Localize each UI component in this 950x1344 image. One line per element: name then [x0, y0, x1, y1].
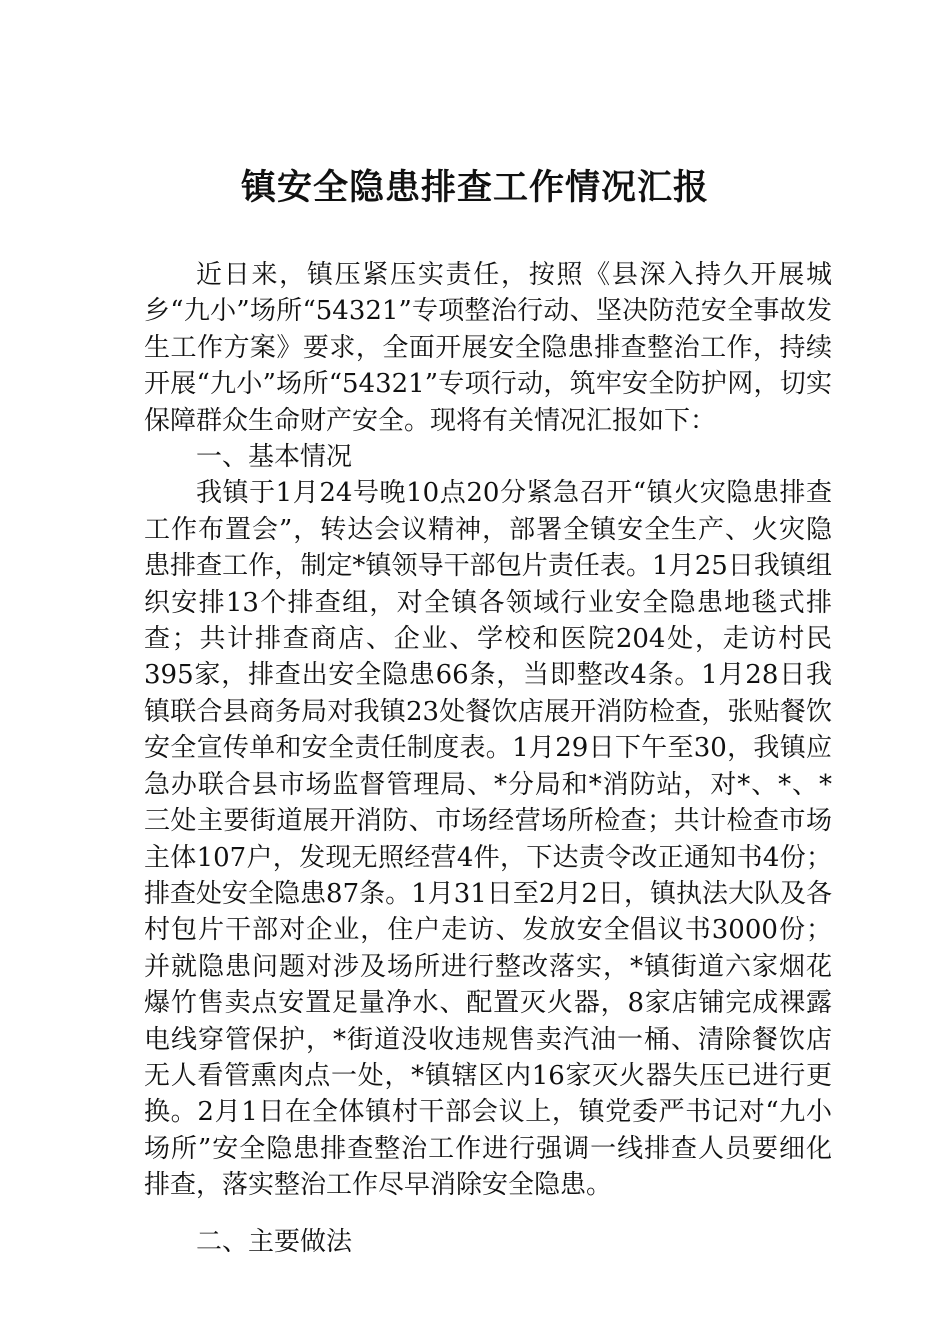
section-heading-basic-situation: 一、基本情况: [196, 442, 353, 473]
section-heading-main-practices: 二、主要做法: [196, 1226, 353, 1257]
document-body: [144, 257, 832, 1260]
document-title: 镇安全隐患排查工作情况汇报: [240, 167, 709, 208]
basic-situation-paragraph: 我镇于1月24号晚10点20分紧急召开“镇火灾隐患排查工作布置会”，转达会议精神，部署全镇安全生产、火灾隐患排查工作，制定*镇领导干部包片责任表。1月25日我镇组织安排13个排查组，对全镇各领域行业安全隐患地毯式排查；共计排查商店、企业、学校和医院204处，走访村民395家，排查出安全隐患66条，当即整改4条。1月28日我镇联合县商务局对我镇23处餐饮店展开消防检查，张贴餐饮安全宣传单和安全责任制度表。1月29日下午至30，我镇应急办联合县市场监督管理局、*分局和*消防站，对*、*、*三处主要街道展开消防、市场经营场所检查；共计检查市场主体107户，发现无照经营4件，下达责令改正通知书4份；排查处安全隐患87条。1月31日至2月2日，镇执法大队及各村包片干部对企业，住户走访、发放安全倡议书3000份；并就隐患问题对涉及场所进行整改落实，*镇街道六家烟花爆竹售卖点安置足量净水、配置灭火器，8家店铺完成裸露电线穿管保护，*街道没收违规售卖汽油一桶、清除餐饮店无人看管熏肉点一处，*镇辖区内16家灭火器失压已进行更换。2月1日在全体镇村干部会议上，镇党委严书记对“九小场所”安全隐患排查整治工作进行强调一线排查人员要细化排查，落实整治工作尽早消除安全隐患。: [144, 478, 832, 1201]
intro-paragraph: 近日来，镇压紧压实责任，按照《县深入持久开展城乡“九小”场所“54321”专项整治行动、坚决防范安全事故发生工作方案》要求，全面开展安全隐患排查整治工作，持续开展“九小”场所“54321”专项行动，筑牢安全防护网，切实保障群众生命财产安全。现将有关情况汇报如下：: [144, 260, 832, 436]
